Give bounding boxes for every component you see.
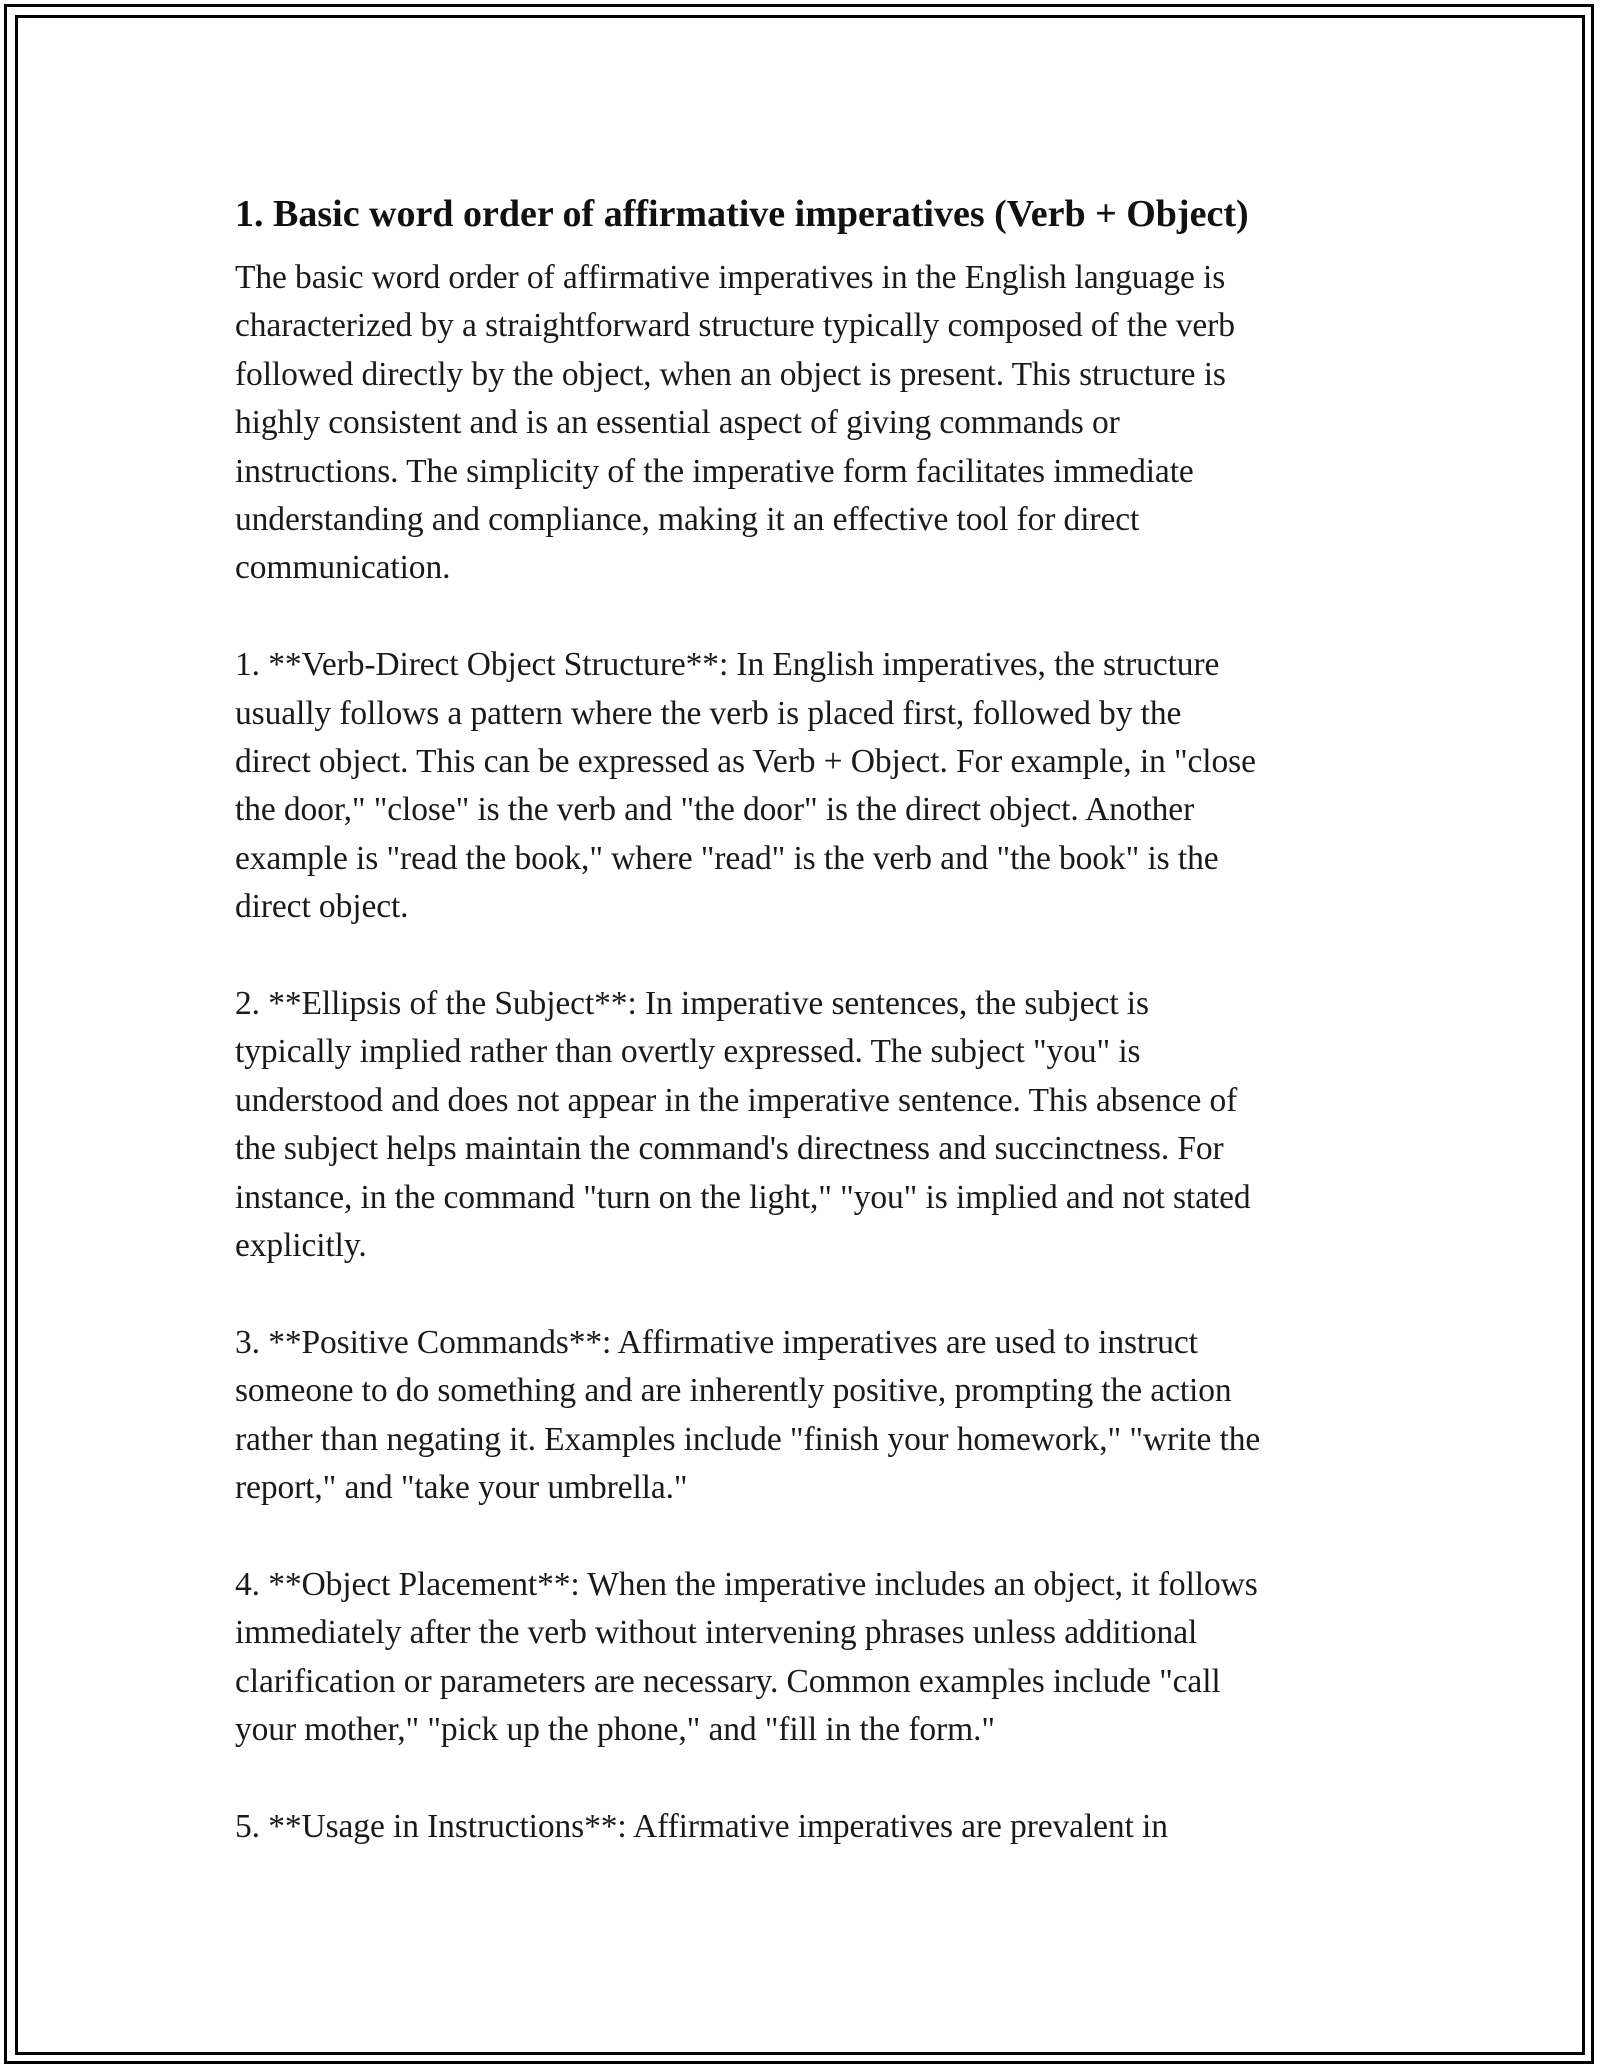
paragraph-line: highly consistent and is an essential aspect of giving commands or — [235, 404, 1120, 442]
paragraph-line: the subject helps maintain the command's directness and succinctness. For — [235, 1130, 1224, 1168]
paragraph-line: direct object. This can be expressed as Verb + Object. For example, in "close — [235, 743, 1256, 781]
paragraph-line: The basic word order of affirmative imperatives in the English language is — [235, 259, 1226, 296]
intro-paragraph — [235, 254, 1375, 593]
section-heading: 1. Basic word order of affirmative imperatives (Verb + Object) — [235, 193, 1249, 235]
paragraph-line: 5. **Usage in Instructions**: Affirmative imperatives are prevalent in — [235, 1807, 1168, 1845]
paragraph-line: instance, in the command "turn on the light," "you" is implied and not stated — [235, 1178, 1251, 1216]
paragraph-line: explicitly. — [235, 1227, 367, 1265]
paragraph-line: followed directly by the object, when an object is present. This structure is — [235, 355, 1226, 393]
paragraph-line: 1. **Verb-Direct Object Structure**: In English imperatives, the structure — [235, 646, 1220, 684]
point-4-paragraph — [235, 1561, 1375, 1755]
paragraph-line: direct object. — [235, 888, 409, 926]
paragraph-line: clarification or parameters are necessary. Common examples include "call — [235, 1662, 1221, 1700]
paragraph-line: typically implied rather than overtly expressed. The subject "you" is — [235, 1033, 1141, 1071]
paragraph-line: instructions. The simplicity of the imperative form facilitates immediate — [235, 452, 1194, 490]
paragraph-line: the door," "close" is the verb and "the door" is the direct object. Another — [235, 791, 1195, 829]
point-1-paragraph — [235, 641, 1375, 931]
point-3-paragraph — [235, 1319, 1375, 1513]
paragraph-line: your mother," "pick up the phone," and "fill in the form." — [235, 1711, 995, 1749]
paragraph-line: understanding and compliance, making it an effective tool for direct — [235, 501, 1140, 539]
paragraph-line: example is "read the book," where "read" is the verb and "the book" is the — [235, 839, 1219, 877]
point-5-paragraph — [235, 1803, 1375, 1851]
paragraph-line: rather than negating it. Examples include "finish your homework," "write the — [235, 1420, 1261, 1458]
paragraph-line: 3. **Positive Commands**: Affirmative imperatives are used to instruct — [235, 1323, 1198, 1361]
paragraph-line: report," and "take your umbrella." — [235, 1469, 688, 1507]
point-2-paragraph — [235, 980, 1375, 1270]
paragraph-line: someone to do something and are inherently positive, prompting the action — [235, 1372, 1232, 1410]
paragraph-line: communication. — [235, 549, 451, 587]
paragraph-line: usually follows a pattern where the verb is placed first, followed by the — [235, 694, 1182, 732]
paragraph-line: 2. **Ellipsis of the Subject**: In imperative sentences, the subject is — [235, 985, 1149, 1023]
paragraph-line: characterized by a straightforward structure typically composed of the verb — [235, 307, 1235, 345]
document-body — [235, 182, 1375, 1900]
paragraph-line: understood and does not appear in the imperative sentence. This absence of — [235, 1081, 1238, 1119]
paragraph-line: immediately after the verb without intervening phrases unless additional — [235, 1614, 1198, 1652]
paragraph-line: 4. **Object Placement**: When the imperative includes an object, it follows — [235, 1565, 1258, 1603]
